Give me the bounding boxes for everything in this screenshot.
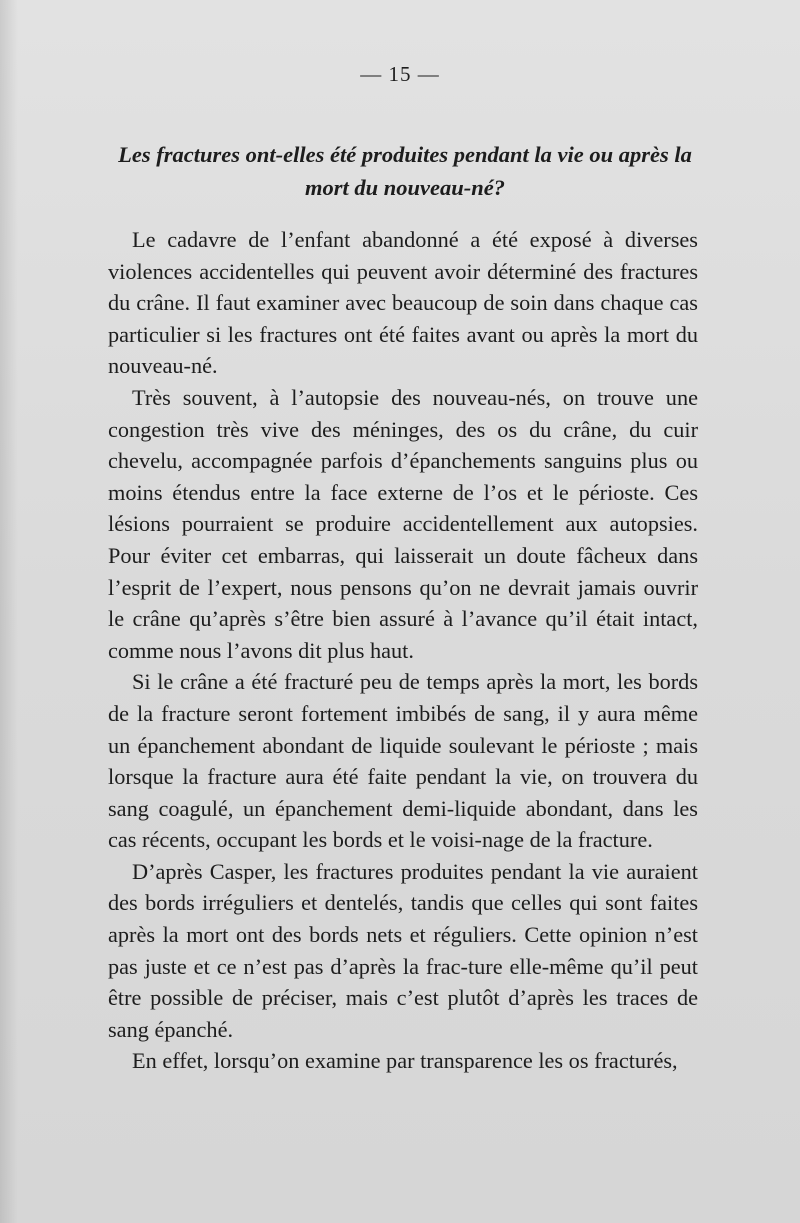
paragraph-2: Très souvent, à l’autopsie des nouveau-nés, on trouve une congestion très vive des méninges, des os du crâne, du cuir chevelu, accompagnée parfois d’épanchements sanguins plus ou moins étendus entre la face externe de l’os et le périoste. Ces lésions pourraient se produire accidentellement aux autopsies. Pour éviter cet embarras, qui laisserait un doute fâcheux dans l’esprit de l’expert, nous pensons qu’on ne devrait jamais ouvrir le crâne qu’après s’être bien assuré à l’avance qu’il était intact, comme nous l’avons dit plus haut.: [108, 384, 698, 663]
paragraph-1: Le cadavre de l’enfant abandonné a été exposé à diverses violences accidentelles qui peuvent avoir déterminé des fractures du crâne. Il faut examiner avec beaucoup de soin dans chaque cas particulier si les fractures ont été faites avant ou après la mort du nouveau-né.: [108, 227, 698, 379]
page-number: — 15 —: [360, 62, 440, 86]
section-heading: Les fractures ont-elles été produites pendant la vie ou après la mort du nouveau-né?: [118, 142, 692, 200]
page-edge-shadow: [0, 0, 18, 1223]
paragraph-4: D’après Casper, les fractures produites pendant la vie auraient des bords irréguliers et dentelés, tandis que celles qui sont faites après la mort ont des bords nets et réguliers. Cette opinion n’est pas juste et ce n’est pas d’après la frac-ture elle-même qu’il peut être possible de préciser, mais c’est plutôt d’après les traces de sang épanché.: [108, 858, 698, 1042]
paragraph-3: Si le crâne a été fracturé peu de temps après la mort, les bords de la fracture seront fortement imbibés de sang, il y aura même un épanchement abondant de liquide soulevant le périoste ; mais lorsque la fracture aura été faite pendant la vie, on trouvera du sang coagulé, un épanchement demi-liquide abondant, dans les cas récents, occupant les bords et le voisi-nage de la fracture.: [108, 669, 698, 853]
paragraph-5: En effet, lorsqu’on examine par transparence les os fracturés,: [132, 1048, 678, 1074]
body-text: [108, 224, 698, 1077]
